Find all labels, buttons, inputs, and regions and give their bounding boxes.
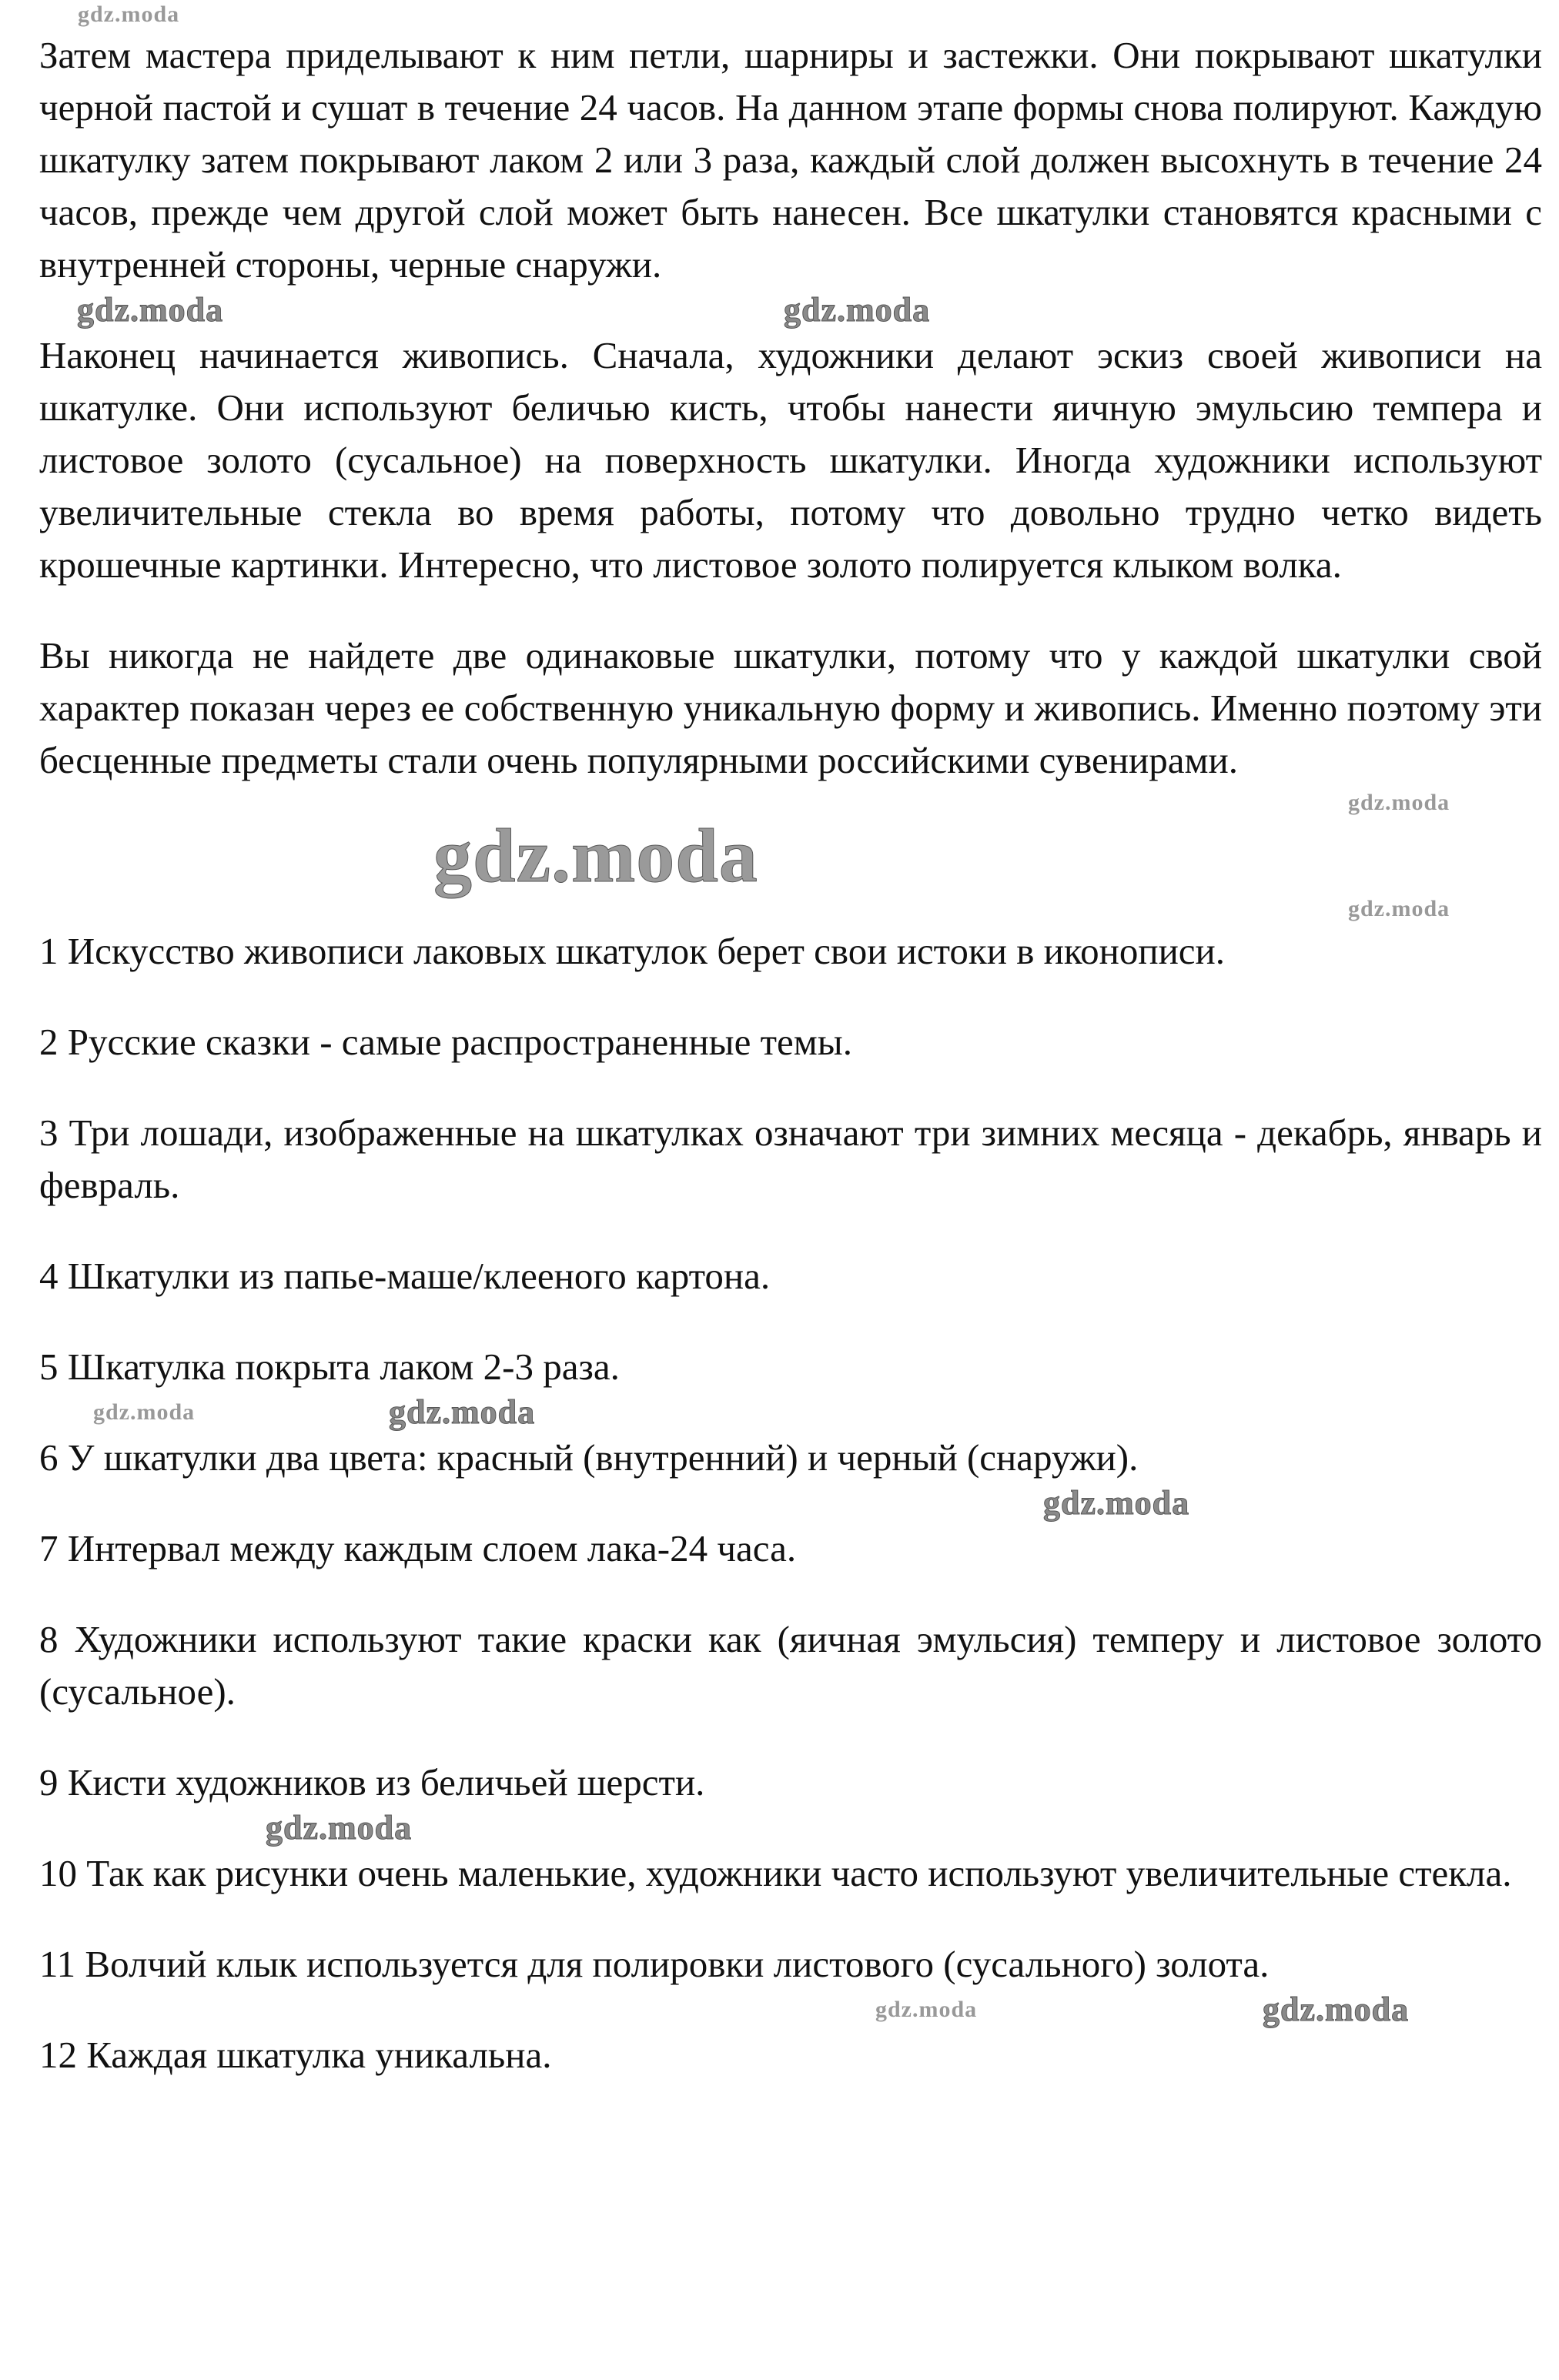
answer-item: 5 Шкатулка покрыта лаком 2-3 раза. — [39, 1345, 620, 1388]
spacer — [39, 1302, 1542, 1341]
paragraph: Наконец начинается живопись. Сначала, художники делают эскиз своей живописи на шкатулке. Они используют беличью кисть, чтобы нанести яичную эмульсию темпера и листовое золото (сусальное) на поверхность шкатулки. Иногда художники используют увеличительные стекла во время работы, потому что довольно трудно четко видеть крошечные картинки. Интересно, что листовое золото полируется клыком волка. — [39, 334, 1542, 586]
watermark: gdz.moda — [1263, 1991, 1410, 2028]
watermark: gdz.moda — [875, 1997, 978, 2022]
watermark: gdz.moda — [266, 1809, 413, 1847]
spacer — [39, 1900, 1542, 1938]
watermark: gdz.moda — [1348, 790, 1450, 815]
paragraph: Вы никогда не найдете две одинаковые шкатулки, потому что у каждой шкатулки свой характер показан через ее собственную уникальную форму и живопись. Именно поэтому эти бесценные предметы стали очень популярными российскими сувенирами. — [39, 634, 1542, 781]
paragraph: Затем мастера приделывают к ним петли, шарниры и застежки. Они покрывают шкатулки черной пастой и сушат в течение 24 часов. На данном этапе формы снова полируют. Каждую шкатулку затем покрывают лаком 2 или 3 раза, каждый слой должен высохнуть в течение 24 часов, прежде чем другой слой может быть нанесен. Все шкатулки становятся красными с внутренней стороны, черные снаружи. — [39, 34, 1542, 286]
answer-item: 11 Волчий клык используется для полировки листового (сусального) золота. — [39, 1943, 1270, 1985]
document-page — [39, 0, 1542, 2081]
spacer — [39, 1484, 1542, 1523]
watermark: gdz.moda — [784, 291, 931, 329]
spacer — [39, 1809, 1542, 1847]
spacer — [39, 1991, 1542, 2029]
answer-item: 1 Искусство живописи лаковых шкатулок берет свои истоки в иконописи. — [39, 930, 1226, 972]
answer-item: 9 Кисти художников из беличьей шерсти. — [39, 1761, 705, 1803]
spacer — [39, 787, 1542, 925]
watermark: gdz.moda — [433, 813, 758, 898]
spacer — [39, 291, 1542, 329]
spacer — [39, 1718, 1542, 1757]
answer-item: 12 Каждая шкатулка уникальна. — [39, 2034, 552, 2076]
answer-item: 7 Интервал между каждым слоем лака-24 часа. — [39, 1527, 797, 1569]
answer-item: 2 Русские сказки - самые распространенные темы. — [39, 1021, 852, 1063]
spacer — [39, 591, 1542, 630]
answer-item: 10 Так как рисунки очень маленькие, художники часто используют увеличительные стекла. — [39, 1852, 1512, 1894]
watermark: gdz.moda — [77, 291, 224, 329]
watermark: gdz.moda — [1043, 1484, 1190, 1522]
watermark: gdz.moda — [1348, 896, 1450, 921]
answer-item: 4 Шкатулки из папье-маше/клееного картона. — [39, 1255, 771, 1297]
spacer — [39, 0, 1542, 29]
spacer — [39, 1393, 1542, 1432]
answer-item: 6 У шкатулки два цвета: красный (внутренний) и черный (снаружи). — [39, 1436, 1139, 1479]
answer-item: 8 Художники используют такие краски как (яичная эмульсия) темперу и листовое золото (сусальное). — [39, 1618, 1542, 1713]
spacer — [39, 1212, 1542, 1250]
answer-item: 3 Три лошади, изображенные на шкатулках означают три зимних месяца - декабрь, январь и февраль. — [39, 1111, 1542, 1206]
spacer — [39, 978, 1542, 1016]
spacer — [39, 1068, 1542, 1107]
watermark: gdz.moda — [389, 1393, 536, 1431]
watermark: gdz.moda — [93, 1399, 196, 1425]
spacer — [39, 1575, 1542, 1613]
watermark: gdz.moda — [78, 2, 180, 27]
